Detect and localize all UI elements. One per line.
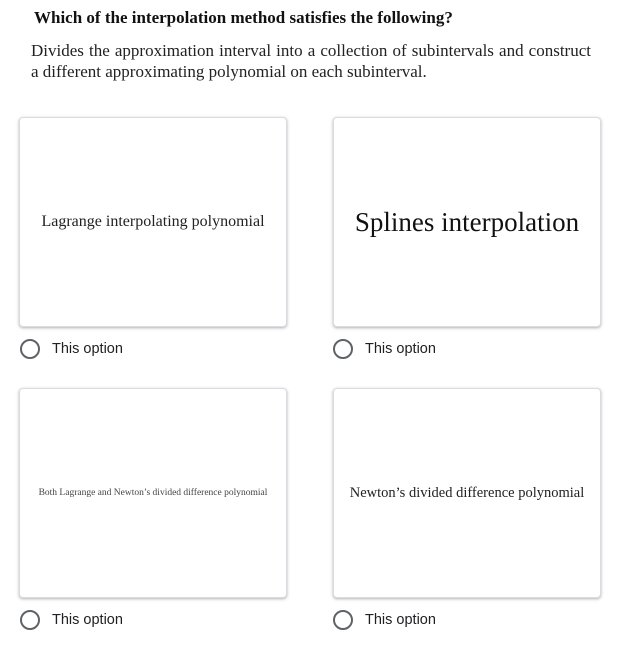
radio-label: This option [52, 341, 123, 357]
radio-button[interactable] [20, 610, 40, 630]
option-radio-newton[interactable] [333, 610, 436, 630]
question-title: Which of the interpolation method satisfies the following? [34, 8, 453, 27]
option-card-both[interactable] [19, 388, 287, 598]
option-card-splines[interactable] [333, 117, 601, 327]
option-card-text: Both Lagrange and Newton’s divided difference polynomial [38, 488, 268, 498]
radio-label: This option [365, 341, 436, 357]
option-card-text: Splines interpolation [354, 206, 580, 237]
option-radio-splines[interactable] [333, 339, 436, 359]
radio-button[interactable] [20, 339, 40, 359]
radio-label: This option [52, 612, 123, 628]
radio-button[interactable] [333, 339, 353, 359]
radio-label: This option [365, 612, 436, 628]
option-card-text: Lagrange interpolating polynomial [41, 213, 265, 230]
question-description: Divides the approximation interval into a collection of subintervals and construct a different approximating polynomial on each subinterval. [31, 41, 591, 81]
option-radio-both[interactable] [20, 610, 123, 630]
option-card-newton[interactable] [333, 388, 601, 598]
radio-button[interactable] [333, 610, 353, 630]
option-radio-lagrange[interactable] [20, 339, 123, 359]
option-card-lagrange[interactable] [19, 117, 287, 327]
option-card-text: Newton’s divided difference polynomial [349, 484, 585, 501]
